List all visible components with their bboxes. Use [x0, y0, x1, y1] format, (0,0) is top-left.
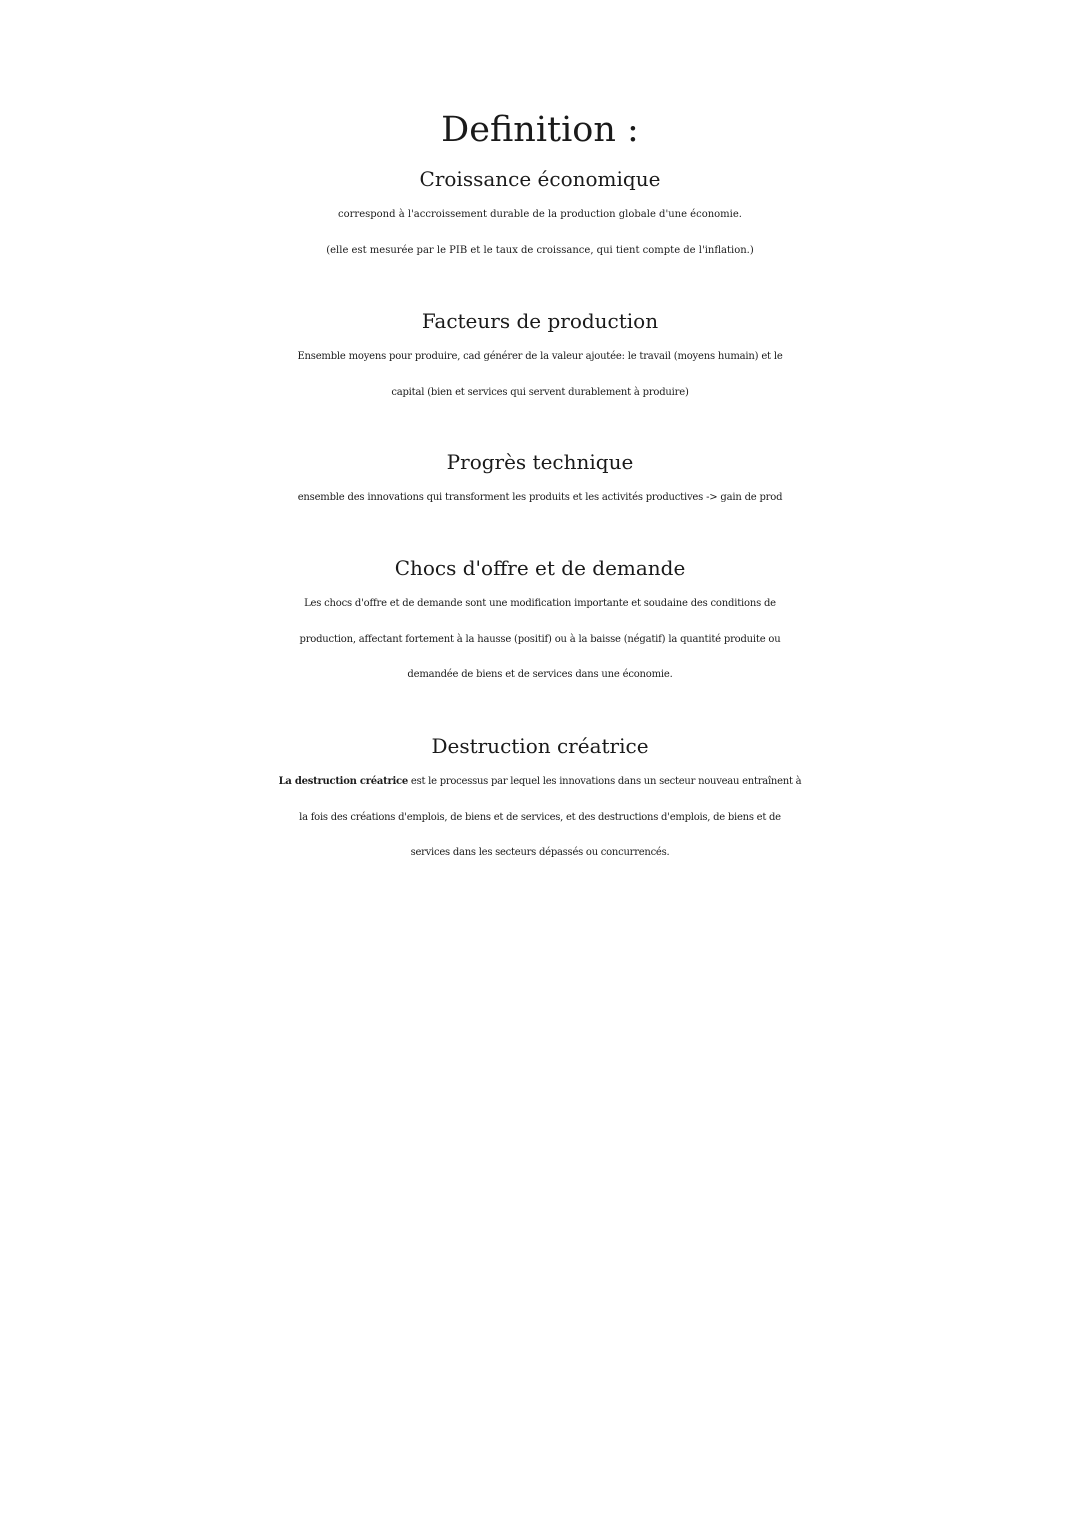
- definition-heading: Chocs d'offre et de demande: [394, 556, 686, 580]
- page-title: Definition :: [441, 110, 639, 150]
- definition-body: [0, 480, 1080, 516]
- definition-progres: [0, 444, 1080, 516]
- definition-croissance: [0, 161, 1080, 268]
- definition-heading: Facteurs de production: [421, 309, 659, 333]
- definition-heading: Destruction créatrice: [431, 734, 649, 758]
- definition-term-bold: La destruction créatrice: [278, 776, 408, 787]
- definition-facteurs: [0, 303, 1080, 410]
- definition-chocs: [0, 550, 1080, 693]
- definition-line: capital (bien et services qui servent durablement à produire): [391, 386, 689, 398]
- definition-heading: Progrès technique: [446, 450, 634, 474]
- definition-line: production, affectant fortement à la hausse (positif) ou à la baisse (négatif) la quantité produite ou: [299, 633, 781, 645]
- definition-line: correspond à l'accroissement durable de la production globale d'une économie.: [338, 209, 742, 220]
- definition-destruction: [0, 728, 1080, 871]
- definition-line: ensemble des innovations qui transforment les produits et les activités productives -> gain de prod: [297, 492, 783, 503]
- definition-line: Les chocs d'offre et de demande sont une modification importante et soudaine des conditions de: [304, 598, 776, 609]
- definition-body: [0, 339, 1080, 410]
- definition-line: (elle est mesurée par le PIB et le taux de croissance, qui tient compte de l'inflation.): [326, 244, 754, 256]
- definition-body: [0, 764, 1080, 871]
- definition-line: Ensemble moyens pour produire, cad générer de la valeur ajoutée: le travail (moyens humain) et le: [297, 351, 783, 362]
- definition-line-rest: est le processus par lequel les innovations dans un secteur nouveau entraînent à: [408, 776, 802, 787]
- definition-heading: Croissance économique: [419, 167, 661, 191]
- definition-line: services dans les secteurs dépassés ou concurrencés.: [410, 847, 670, 858]
- definition-line: la fois des créations d'emplois, de biens et de services, et des destructions d'emplois, de biens et de: [299, 811, 781, 823]
- definition-body: [0, 586, 1080, 693]
- definition-body: [0, 197, 1080, 268]
- definition-line: [0, 764, 1080, 800]
- definition-line: demandée de biens et de services dans une économie.: [407, 669, 673, 680]
